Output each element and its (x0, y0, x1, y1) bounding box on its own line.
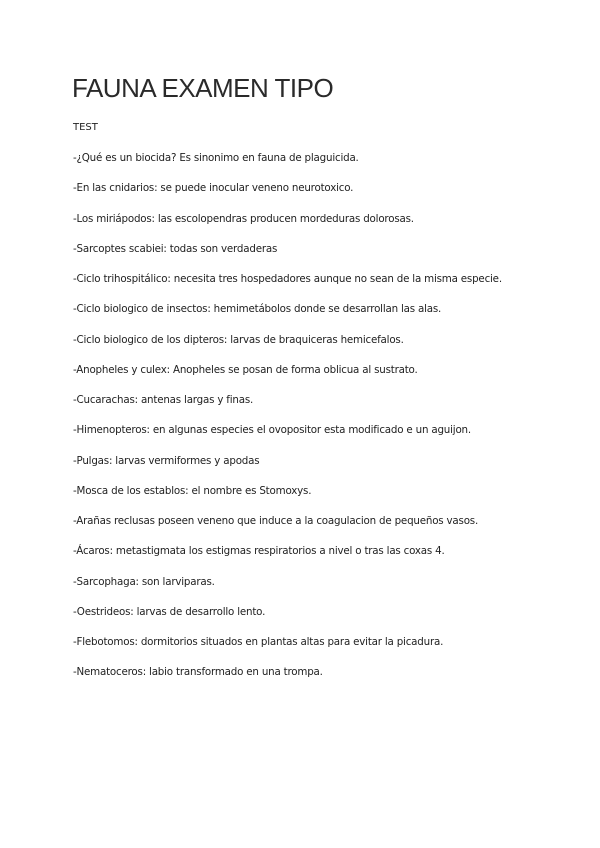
list-item: -En las cnidarios: se puede inocular veneno neurotoxico. (73, 182, 354, 195)
list-item: -Oestrideos: larvas de desarrollo lento. (73, 605, 266, 618)
section-heading: TEST (73, 122, 98, 133)
question-list (73, 151, 502, 696)
list-item: -¿Qué es un biocida? Es sinonimo en fauna de plaguicida. (73, 152, 359, 164)
list-item: -Los miriápodos: las escolopendras producen mordeduras dolorosas. (73, 212, 414, 225)
list-item: -Ácaros: metastigmata los estigmas respiratorios a nivel o tras las coxas 4. (73, 545, 445, 558)
page-title: FAUNA EXAMEN TIPO (72, 73, 334, 103)
list-item: -Ciclo trihospitálico: necesita tres hospedadores aunque no sean de la misma especie. (73, 273, 502, 285)
list-item: -Arañas reclusas poseen veneno que induce a la coagulacion de pequeños vasos. (73, 515, 479, 527)
list-item: -Himenopteros: en algunas especies el ovopositor esta modificado e un aguijon. (73, 424, 471, 437)
list-item: -Pulgas: larvas vermiformes y apodas (73, 454, 260, 467)
list-item: -Ciclo biologico de insectos: hemimetábolos donde se desarrollan las alas. (73, 303, 442, 316)
list-item: -Cucarachas: antenas largas y finas. (73, 394, 254, 406)
list-item: -Sarcophaga: son larviparas. (73, 575, 215, 588)
list-item: -Ciclo biologico de los dipteros: larvas de braquiceras hemicefalos. (73, 333, 404, 346)
list-item: -Sarcoptes scabiei: todas son verdaderas (73, 242, 278, 255)
list-item: -Flebotomos: dormitorios situados en plantas altas para evitar la picadura. (73, 636, 444, 648)
list-item: -Anopheles y culex: Anopheles se posan de forma oblicua al sustrato. (73, 363, 418, 376)
list-item: -Nematoceros: labio transformado en una trompa. (73, 666, 323, 679)
list-item: -Mosca de los establos: el nombre es Stomoxys. (73, 484, 312, 497)
